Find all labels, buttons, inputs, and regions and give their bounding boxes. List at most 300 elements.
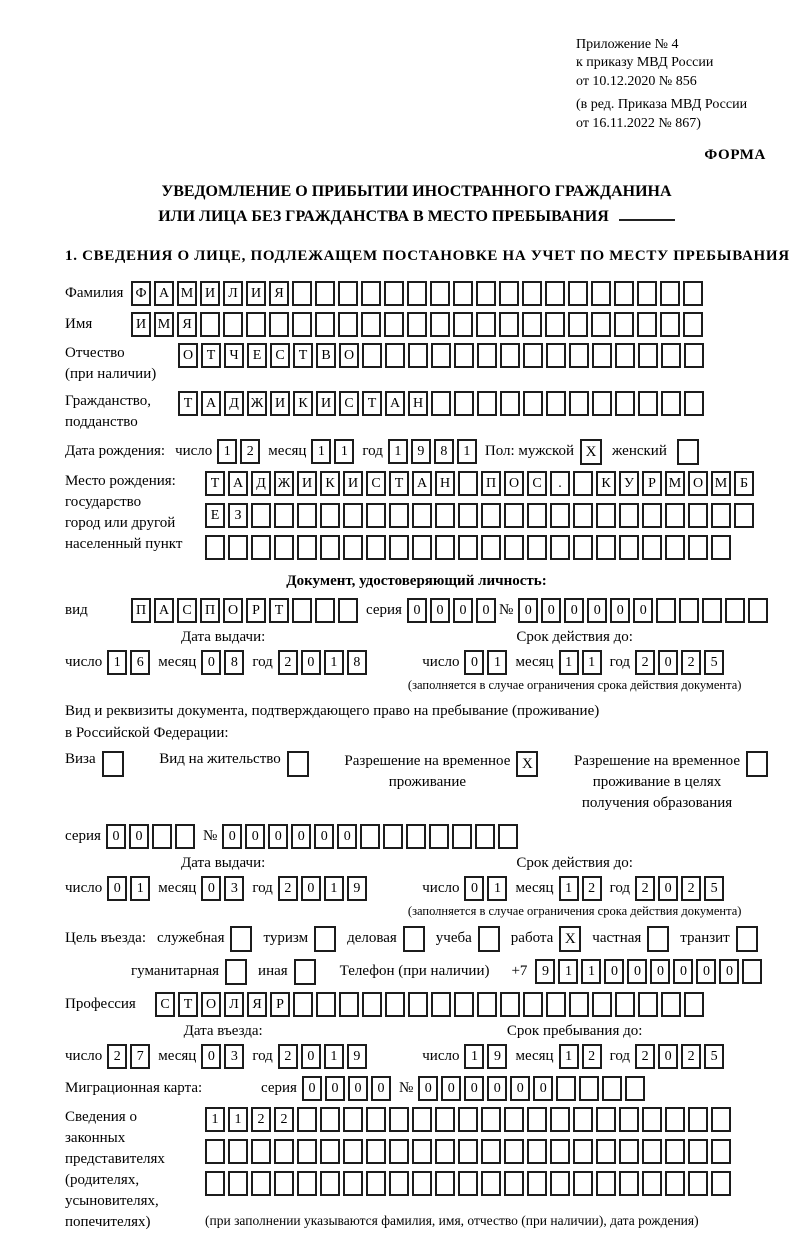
char-cell[interactable] <box>550 1171 570 1196</box>
char-cell[interactable] <box>550 535 570 560</box>
char-cell[interactable] <box>545 281 565 306</box>
char-cell[interactable]: 0 <box>268 824 288 849</box>
char-cell[interactable]: 9 <box>411 439 431 464</box>
char-cell[interactable] <box>615 992 635 1017</box>
char-cell[interactable] <box>200 312 220 337</box>
char-cell[interactable]: 2 <box>251 1107 271 1132</box>
char-cell[interactable] <box>430 281 450 306</box>
char-cell[interactable]: 8 <box>347 650 367 675</box>
char-cell[interactable]: 0 <box>201 1044 221 1069</box>
char-cell[interactable]: 0 <box>453 598 473 623</box>
char-cell[interactable] <box>619 503 639 528</box>
char-cell[interactable] <box>389 535 409 560</box>
char-cell[interactable]: 1 <box>457 439 477 464</box>
char-cell[interactable] <box>429 824 449 849</box>
char-cell[interactable]: Т <box>178 992 198 1017</box>
char-cell[interactable] <box>205 535 225 560</box>
char-cell[interactable] <box>297 1107 317 1132</box>
char-cell[interactable] <box>642 535 662 560</box>
char-cell[interactable]: 1 <box>559 1044 579 1069</box>
char-cell[interactable]: 0 <box>201 876 221 901</box>
char-cell[interactable] <box>573 1139 593 1164</box>
char-cell[interactable]: Е <box>247 343 267 368</box>
char-cell[interactable] <box>523 992 543 1017</box>
char-cell[interactable]: И <box>270 391 290 416</box>
char-cell[interactable]: Я <box>269 281 289 306</box>
char-cell[interactable]: О <box>339 343 359 368</box>
char-cell[interactable] <box>320 1171 340 1196</box>
char-cell[interactable] <box>523 343 543 368</box>
char-cell[interactable] <box>205 1171 225 1196</box>
char-cell[interactable] <box>615 343 635 368</box>
char-cell[interactable]: О <box>178 343 198 368</box>
char-cell[interactable] <box>453 312 473 337</box>
char-cell[interactable] <box>366 1107 386 1132</box>
char-cell[interactable]: Я <box>177 312 197 337</box>
char-cell[interactable]: Д <box>224 391 244 416</box>
purpose-work-checkbox[interactable]: X <box>559 926 581 952</box>
char-cell[interactable] <box>573 1171 593 1196</box>
char-cell[interactable] <box>569 391 589 416</box>
char-cell[interactable] <box>688 1139 708 1164</box>
char-cell[interactable]: К <box>596 471 616 496</box>
char-cell[interactable] <box>569 343 589 368</box>
char-cell[interactable] <box>361 312 381 337</box>
char-cell[interactable]: 1 <box>228 1107 248 1132</box>
char-cell[interactable] <box>338 281 358 306</box>
char-cell[interactable] <box>527 1139 547 1164</box>
char-cell[interactable] <box>637 312 657 337</box>
char-cell[interactable]: А <box>201 391 221 416</box>
char-cell[interactable]: С <box>339 391 359 416</box>
char-cell[interactable] <box>458 1171 478 1196</box>
char-cell[interactable]: 5 <box>704 650 724 675</box>
char-cell[interactable] <box>454 992 474 1017</box>
char-cell[interactable] <box>569 992 589 1017</box>
char-cell[interactable]: 8 <box>224 650 244 675</box>
char-cell[interactable] <box>152 824 172 849</box>
char-cell[interactable]: 0 <box>610 598 630 623</box>
char-cell[interactable] <box>642 1171 662 1196</box>
char-cell[interactable] <box>407 281 427 306</box>
char-cell[interactable] <box>292 312 312 337</box>
char-cell[interactable]: 1 <box>487 876 507 901</box>
char-cell[interactable] <box>435 1139 455 1164</box>
char-cell[interactable]: К <box>320 471 340 496</box>
char-cell[interactable] <box>476 312 496 337</box>
char-cell[interactable]: 2 <box>681 876 701 901</box>
char-cell[interactable]: 1 <box>107 650 127 675</box>
char-cell[interactable]: 2 <box>635 1044 655 1069</box>
char-cell[interactable]: 6 <box>130 650 150 675</box>
char-cell[interactable] <box>458 503 478 528</box>
char-cell[interactable]: 0 <box>464 650 484 675</box>
char-cell[interactable] <box>596 1139 616 1164</box>
char-cell[interactable]: О <box>688 471 708 496</box>
char-cell[interactable]: Т <box>201 343 221 368</box>
char-cell[interactable]: О <box>223 598 243 623</box>
char-cell[interactable]: М <box>665 471 685 496</box>
char-cell[interactable] <box>366 1139 386 1164</box>
char-cell[interactable] <box>504 1139 524 1164</box>
char-cell[interactable]: 0 <box>430 598 450 623</box>
char-cell[interactable] <box>343 1171 363 1196</box>
char-cell[interactable]: 2 <box>278 1044 298 1069</box>
char-cell[interactable] <box>383 824 403 849</box>
char-cell[interactable] <box>527 1107 547 1132</box>
char-cell[interactable]: П <box>200 598 220 623</box>
char-cell[interactable] <box>638 343 658 368</box>
char-cell[interactable]: 1 <box>217 439 237 464</box>
char-cell[interactable]: А <box>154 281 174 306</box>
char-cell[interactable] <box>546 343 566 368</box>
char-cell[interactable] <box>637 281 657 306</box>
char-cell[interactable] <box>504 535 524 560</box>
char-cell[interactable]: Р <box>642 471 662 496</box>
char-cell[interactable] <box>292 281 312 306</box>
residence-permit-checkbox[interactable] <box>287 751 309 777</box>
char-cell[interactable] <box>315 312 335 337</box>
char-cell[interactable]: Т <box>293 343 313 368</box>
char-cell[interactable]: Л <box>224 992 244 1017</box>
char-cell[interactable] <box>592 343 612 368</box>
char-cell[interactable]: 0 <box>245 824 265 849</box>
char-cell[interactable]: 0 <box>464 876 484 901</box>
visa-checkbox[interactable] <box>102 751 124 777</box>
char-cell[interactable]: Н <box>435 471 455 496</box>
char-cell[interactable]: Т <box>178 391 198 416</box>
char-cell[interactable] <box>316 992 336 1017</box>
char-cell[interactable] <box>591 281 611 306</box>
char-cell[interactable]: 0 <box>291 824 311 849</box>
char-cell[interactable] <box>661 992 681 1017</box>
char-cell[interactable] <box>711 1171 731 1196</box>
char-cell[interactable] <box>385 992 405 1017</box>
char-cell[interactable] <box>665 503 685 528</box>
char-cell[interactable] <box>573 1107 593 1132</box>
char-cell[interactable] <box>504 1107 524 1132</box>
char-cell[interactable] <box>292 598 312 623</box>
char-cell[interactable] <box>688 503 708 528</box>
char-cell[interactable] <box>297 1139 317 1164</box>
char-cell[interactable]: 2 <box>681 650 701 675</box>
char-cell[interactable]: М <box>177 281 197 306</box>
char-cell[interactable] <box>454 343 474 368</box>
char-cell[interactable]: 2 <box>582 1044 602 1069</box>
char-cell[interactable] <box>661 391 681 416</box>
char-cell[interactable] <box>527 503 547 528</box>
char-cell[interactable] <box>412 1171 432 1196</box>
char-cell[interactable] <box>338 312 358 337</box>
char-cell[interactable] <box>748 598 768 623</box>
char-cell[interactable] <box>389 1171 409 1196</box>
char-cell[interactable] <box>251 1139 271 1164</box>
char-cell[interactable]: 0 <box>337 824 357 849</box>
char-cell[interactable]: Т <box>362 391 382 416</box>
char-cell[interactable] <box>615 391 635 416</box>
char-cell[interactable] <box>527 1171 547 1196</box>
char-cell[interactable]: Р <box>246 598 266 623</box>
char-cell[interactable] <box>320 1107 340 1132</box>
char-cell[interactable] <box>297 503 317 528</box>
char-cell[interactable]: 0 <box>533 1076 553 1101</box>
char-cell[interactable] <box>711 1139 731 1164</box>
char-cell[interactable] <box>458 1107 478 1132</box>
char-cell[interactable]: А <box>154 598 174 623</box>
char-cell[interactable]: 0 <box>301 650 321 675</box>
char-cell[interactable]: 0 <box>650 959 670 984</box>
char-cell[interactable] <box>500 992 520 1017</box>
char-cell[interactable] <box>297 1171 317 1196</box>
char-cell[interactable] <box>683 281 703 306</box>
char-cell[interactable] <box>481 535 501 560</box>
char-cell[interactable] <box>274 1139 294 1164</box>
char-cell[interactable] <box>228 535 248 560</box>
char-cell[interactable] <box>251 503 271 528</box>
char-cell[interactable]: И <box>246 281 266 306</box>
char-cell[interactable]: 0 <box>564 598 584 623</box>
char-cell[interactable]: П <box>131 598 151 623</box>
char-cell[interactable]: 0 <box>107 876 127 901</box>
char-cell[interactable]: И <box>200 281 220 306</box>
char-cell[interactable] <box>688 535 708 560</box>
char-cell[interactable]: А <box>412 471 432 496</box>
char-cell[interactable] <box>293 992 313 1017</box>
sex-female-checkbox[interactable] <box>677 439 699 465</box>
char-cell[interactable] <box>596 1107 616 1132</box>
char-cell[interactable] <box>527 535 547 560</box>
char-cell[interactable] <box>619 1171 639 1196</box>
char-cell[interactable] <box>454 391 474 416</box>
char-cell[interactable] <box>360 824 380 849</box>
char-cell[interactable]: И <box>131 312 151 337</box>
char-cell[interactable] <box>366 1171 386 1196</box>
char-cell[interactable] <box>384 312 404 337</box>
char-cell[interactable] <box>734 503 754 528</box>
char-cell[interactable]: 1 <box>205 1107 225 1132</box>
char-cell[interactable] <box>458 535 478 560</box>
char-cell[interactable]: 9 <box>535 959 555 984</box>
char-cell[interactable] <box>362 343 382 368</box>
char-cell[interactable]: А <box>385 391 405 416</box>
char-cell[interactable] <box>546 992 566 1017</box>
char-cell[interactable] <box>251 535 271 560</box>
char-cell[interactable] <box>385 343 405 368</box>
purpose-private-checkbox[interactable] <box>647 926 669 952</box>
char-cell[interactable] <box>251 1171 271 1196</box>
char-cell[interactable] <box>550 1107 570 1132</box>
char-cell[interactable]: 1 <box>581 959 601 984</box>
char-cell[interactable] <box>591 312 611 337</box>
char-cell[interactable] <box>431 391 451 416</box>
char-cell[interactable] <box>638 391 658 416</box>
char-cell[interactable] <box>458 1139 478 1164</box>
char-cell[interactable]: Я <box>247 992 267 1017</box>
char-cell[interactable] <box>688 1107 708 1132</box>
char-cell[interactable] <box>366 503 386 528</box>
char-cell[interactable]: 1 <box>487 650 507 675</box>
char-cell[interactable]: Ф <box>131 281 151 306</box>
char-cell[interactable] <box>702 598 722 623</box>
char-cell[interactable] <box>453 281 473 306</box>
purpose-study-checkbox[interactable] <box>478 926 500 952</box>
char-cell[interactable]: 0 <box>371 1076 391 1101</box>
edu-permit-checkbox[interactable] <box>746 751 768 777</box>
char-cell[interactable] <box>592 992 612 1017</box>
char-cell[interactable]: 0 <box>464 1076 484 1101</box>
char-cell[interactable] <box>477 992 497 1017</box>
char-cell[interactable]: С <box>155 992 175 1017</box>
purpose-humanitarian-checkbox[interactable] <box>225 959 247 985</box>
char-cell[interactable] <box>269 312 289 337</box>
char-cell[interactable]: 1 <box>464 1044 484 1069</box>
char-cell[interactable] <box>481 503 501 528</box>
char-cell[interactable]: 0 <box>487 1076 507 1101</box>
char-cell[interactable]: 0 <box>541 598 561 623</box>
char-cell[interactable] <box>435 503 455 528</box>
char-cell[interactable] <box>684 343 704 368</box>
char-cell[interactable] <box>573 503 593 528</box>
char-cell[interactable]: 0 <box>719 959 739 984</box>
char-cell[interactable]: Ж <box>274 471 294 496</box>
char-cell[interactable] <box>522 281 542 306</box>
char-cell[interactable]: 0 <box>418 1076 438 1101</box>
char-cell[interactable] <box>246 312 266 337</box>
char-cell[interactable] <box>522 312 542 337</box>
char-cell[interactable] <box>389 1139 409 1164</box>
char-cell[interactable] <box>688 1171 708 1196</box>
char-cell[interactable]: 9 <box>347 1044 367 1069</box>
char-cell[interactable] <box>274 1171 294 1196</box>
char-cell[interactable]: З <box>228 503 248 528</box>
char-cell[interactable]: 1 <box>334 439 354 464</box>
char-cell[interactable]: 0 <box>476 598 496 623</box>
char-cell[interactable] <box>274 503 294 528</box>
char-cell[interactable]: 1 <box>559 650 579 675</box>
char-cell[interactable] <box>556 1076 576 1101</box>
char-cell[interactable] <box>408 343 428 368</box>
char-cell[interactable]: 2 <box>278 876 298 901</box>
char-cell[interactable]: М <box>711 471 731 496</box>
char-cell[interactable]: . <box>550 471 570 496</box>
char-cell[interactable] <box>412 503 432 528</box>
char-cell[interactable] <box>481 1107 501 1132</box>
char-cell[interactable] <box>343 1139 363 1164</box>
char-cell[interactable]: 1 <box>324 1044 344 1069</box>
char-cell[interactable]: 0 <box>510 1076 530 1101</box>
char-cell[interactable] <box>343 503 363 528</box>
char-cell[interactable] <box>573 535 593 560</box>
char-cell[interactable] <box>389 1107 409 1132</box>
char-cell[interactable]: Л <box>223 281 243 306</box>
char-cell[interactable]: П <box>481 471 501 496</box>
char-cell[interactable]: 0 <box>633 598 653 623</box>
char-cell[interactable] <box>223 312 243 337</box>
char-cell[interactable]: 0 <box>201 650 221 675</box>
char-cell[interactable] <box>665 1171 685 1196</box>
char-cell[interactable]: О <box>504 471 524 496</box>
char-cell[interactable]: К <box>293 391 313 416</box>
char-cell[interactable]: Ч <box>224 343 244 368</box>
char-cell[interactable] <box>389 503 409 528</box>
char-cell[interactable]: Д <box>251 471 271 496</box>
char-cell[interactable]: 3 <box>224 876 244 901</box>
char-cell[interactable] <box>592 391 612 416</box>
char-cell[interactable] <box>504 503 524 528</box>
char-cell[interactable] <box>476 281 496 306</box>
char-cell[interactable] <box>546 391 566 416</box>
char-cell[interactable]: 0 <box>222 824 242 849</box>
char-cell[interactable]: Ж <box>247 391 267 416</box>
char-cell[interactable] <box>619 1107 639 1132</box>
char-cell[interactable]: Т <box>389 471 409 496</box>
char-cell[interactable] <box>660 312 680 337</box>
char-cell[interactable] <box>175 824 195 849</box>
char-cell[interactable] <box>500 391 520 416</box>
char-cell[interactable]: 0 <box>604 959 624 984</box>
char-cell[interactable]: 0 <box>658 1044 678 1069</box>
char-cell[interactable] <box>642 1107 662 1132</box>
char-cell[interactable] <box>602 1076 622 1101</box>
char-cell[interactable]: 1 <box>558 959 578 984</box>
char-cell[interactable] <box>550 1139 570 1164</box>
char-cell[interactable]: 0 <box>673 959 693 984</box>
char-cell[interactable]: 0 <box>587 598 607 623</box>
char-cell[interactable]: 9 <box>347 876 367 901</box>
char-cell[interactable] <box>550 503 570 528</box>
purpose-transit-checkbox[interactable] <box>736 926 758 952</box>
char-cell[interactable] <box>406 824 426 849</box>
char-cell[interactable] <box>499 312 519 337</box>
char-cell[interactable] <box>573 471 593 496</box>
char-cell[interactable]: 0 <box>348 1076 368 1101</box>
char-cell[interactable] <box>614 312 634 337</box>
char-cell[interactable]: 0 <box>325 1076 345 1101</box>
char-cell[interactable] <box>228 1139 248 1164</box>
char-cell[interactable] <box>545 312 565 337</box>
char-cell[interactable]: С <box>177 598 197 623</box>
char-cell[interactable]: 5 <box>704 876 724 901</box>
char-cell[interactable]: 1 <box>324 650 344 675</box>
char-cell[interactable]: 7 <box>130 1044 150 1069</box>
char-cell[interactable] <box>579 1076 599 1101</box>
char-cell[interactable] <box>661 343 681 368</box>
temp-permit-checkbox[interactable]: X <box>516 751 538 777</box>
char-cell[interactable] <box>320 1139 340 1164</box>
char-cell[interactable]: Е <box>205 503 225 528</box>
char-cell[interactable] <box>625 1076 645 1101</box>
char-cell[interactable]: 2 <box>582 876 602 901</box>
char-cell[interactable] <box>711 503 731 528</box>
char-cell[interactable]: 1 <box>559 876 579 901</box>
char-cell[interactable] <box>475 824 495 849</box>
char-cell[interactable]: У <box>619 471 639 496</box>
char-cell[interactable] <box>366 535 386 560</box>
char-cell[interactable]: 2 <box>635 876 655 901</box>
char-cell[interactable] <box>407 312 427 337</box>
char-cell[interactable]: 1 <box>324 876 344 901</box>
char-cell[interactable] <box>477 391 497 416</box>
char-cell[interactable]: 0 <box>302 1076 322 1101</box>
char-cell[interactable]: 3 <box>224 1044 244 1069</box>
char-cell[interactable] <box>619 1139 639 1164</box>
char-cell[interactable] <box>638 992 658 1017</box>
char-cell[interactable]: 0 <box>441 1076 461 1101</box>
char-cell[interactable]: 2 <box>240 439 260 464</box>
char-cell[interactable] <box>228 1171 248 1196</box>
char-cell[interactable]: И <box>343 471 363 496</box>
char-cell[interactable]: С <box>270 343 290 368</box>
